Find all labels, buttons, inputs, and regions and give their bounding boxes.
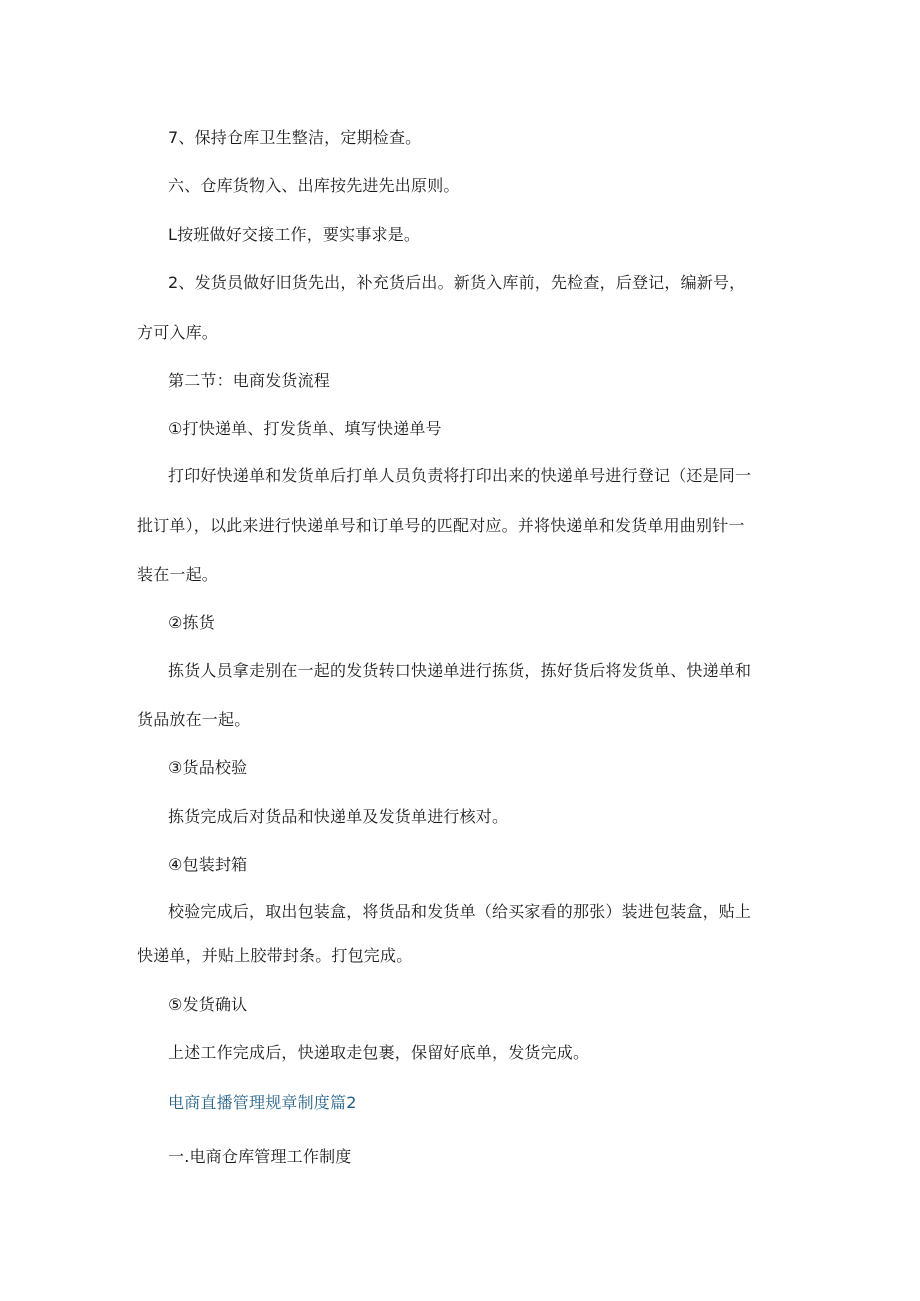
paragraph-line: 方可入库。 — [137, 323, 219, 342]
section-title: 第二节：电商发货流程 — [168, 371, 331, 390]
step-title: ③货品校验 — [168, 758, 248, 777]
paragraph-line: 打印好快递单和发货单后打单人员负责将打印出来的快递单号进行登记（还是同一 — [168, 466, 752, 485]
step-title: ②拣货 — [168, 613, 215, 632]
paragraph-line: 2、发货员做好旧货先出，补充货后出。新货入库前，先检查，后登记，编新号， — [168, 273, 746, 292]
step-title: ④包装封箱 — [168, 855, 248, 874]
paragraph-line: 六、仓库货物入、出库按先进先出原则。 — [168, 176, 460, 195]
paragraph-line: 拣货完成后对货品和快递单及发货单进行核对。 — [168, 807, 509, 826]
chapter-heading-link[interactable]: 电商直播管理规章制度篇2 — [168, 1093, 357, 1112]
chapter-subheading: 一.电商仓库管理工作制度 — [168, 1147, 352, 1166]
paragraph-line: 上述工作完成后，快递取走包裹，保留好底单，发货完成。 — [168, 1043, 590, 1062]
paragraph-line: 快递单，并贴上胶带封条。打包完成。 — [137, 946, 413, 965]
paragraph-line: 拣货人员拿走别在一起的发货转口快递单进行拣货，拣好货后将发货单、快递单和 — [168, 661, 752, 680]
paragraph-line: 7、保持仓库卫生整洁，定期检查。 — [168, 128, 422, 147]
paragraph-line: 装在一起。 — [137, 565, 219, 584]
paragraph-line: 批订单），以此来进行快递单号和订单号的匹配对应。并将快递单和发货单用曲别针一 — [137, 516, 745, 535]
paragraph-line: 货品放在一起。 — [137, 710, 251, 729]
paragraph-line: 校验完成后，取出包装盒，将货品和发货单（给买家看的那张）装进包装盒，贴上 — [168, 902, 752, 921]
step-title: ⑤发货确认 — [168, 995, 248, 1014]
step-title: ①打快递单、打发货单、填写快递单号 — [168, 419, 442, 438]
paragraph-line: L按班做好交接工作，要实事求是。 — [168, 225, 421, 244]
